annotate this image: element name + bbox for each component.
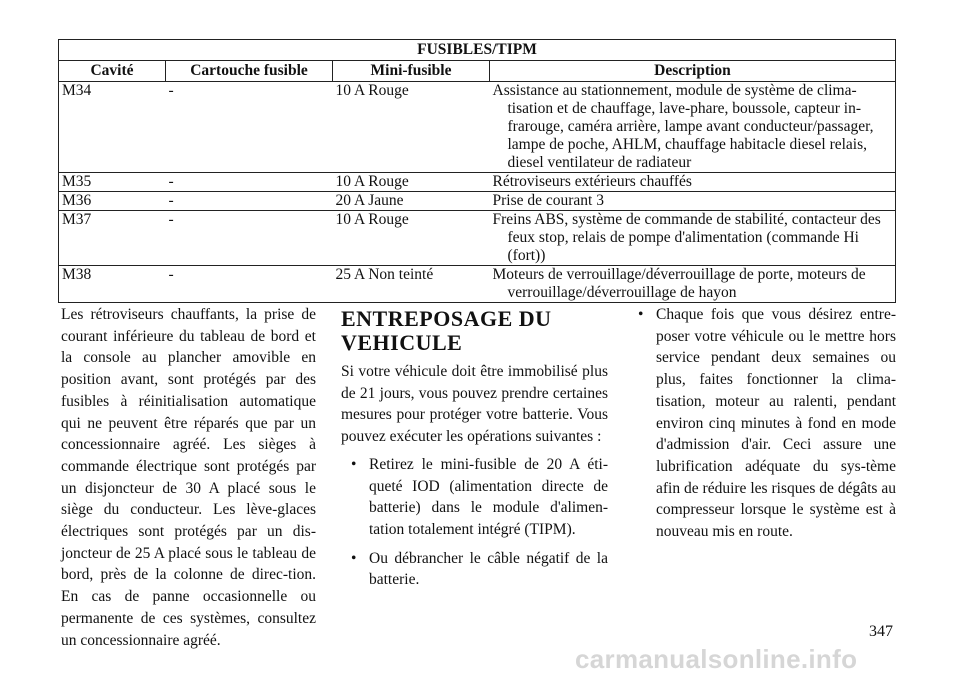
- table-row: [59, 192, 896, 211]
- left-paragraph: Les rétroviseurs chauffants, la prise de courant inférieure du tableau de bord et la console au plancher amovible en position avant, sont protégés par des fusibles à réinitialisation automatique qui ne peuvent être réparés que par un concessionnaire agréé. Les sièges à commande électrique sont protégés par un disjoncteur de 30 A placé sous le siège du conducteur. Les lève-glaces électriques sont protégés par un dis-joncteur de 25 A placé sous le tableau de bord, près de la colonne de direc-tion. En cas de panne occasionnelle ou permanente de ces systèmes, consultez un concessionnaire agréé.: [61, 306, 316, 649]
- cell-cartouche: -: [166, 82, 333, 173]
- header-mini-fusible: Mini-fusible: [333, 61, 490, 82]
- table-row: [59, 82, 896, 173]
- table-row: [59, 266, 896, 303]
- right-column: [628, 304, 896, 550]
- cell-mini-fusible: 25 A Non teinté: [333, 266, 490, 303]
- fuse-table: [58, 39, 896, 303]
- header-cartouche: Cartouche fusible: [166, 61, 333, 82]
- cell-description: Assistance au stationnement, module de système de clima-tisation et de chauffage, lave-phare, boussole, capteur in-frarouge, caméra arrière, lampe avant conducteur/passager, lampe de poche, AHLM, chauffage habitacle diesel relais, diesel ventilateur de radiateur: [490, 82, 896, 173]
- table-row: [59, 173, 896, 192]
- cell-cavite: M38: [59, 266, 166, 303]
- cell-mini-fusible: 10 A Rouge: [333, 173, 490, 192]
- cell-mini-fusible: 20 A Jaune: [333, 192, 490, 211]
- cell-cavite: M35: [59, 173, 166, 192]
- cell-description: Freins ABS, système de commande de stabilité, contacteur des feux stop, relais de pompe d'alimentation (commande Hi (fort)): [490, 211, 896, 266]
- bullet-icon: •: [638, 306, 644, 323]
- list-item-text: Retirez le mini-fusible de 20 A éti-queté IOD (alimentation directe de batterie) dans le module d'alimen-tation totalement intégré (TIPM).: [369, 455, 608, 538]
- bullet-icon: •: [351, 549, 357, 567]
- list-item: [341, 454, 608, 541]
- cell-cavite: M34: [59, 82, 166, 173]
- cell-cartouche: -: [166, 211, 333, 266]
- section-intro: Si votre véhicule doit être immobilisé plus de 21 jours, vous pouvez prendre certaines mesures pour protéger votre batterie. Vous pouvez exécuter les opérations suivantes :: [341, 363, 608, 446]
- table-title: FUSIBLES/TIPM: [59, 40, 896, 61]
- cell-description: Moteurs de verrouillage/déverrouillage de porte, moteurs de verrouillage/déverrouillage de hayon: [490, 266, 896, 303]
- cell-description: Rétroviseurs extérieurs chauffés: [490, 173, 896, 192]
- list-item-text: Ou débrancher le câble négatif de la batterie.: [369, 549, 608, 589]
- cell-cartouche: -: [166, 173, 333, 192]
- header-description: Description: [490, 61, 896, 82]
- cell-cavite: M36: [59, 192, 166, 211]
- left-column: [61, 304, 316, 651]
- list-item-text: Chaque fois que vous désirez entre-poser votre véhicule ou le mettre hors service pendant deux semaines ou plus, faites fonctionner la clima-tisation, moteur au ralenti, pendant environ cinq minutes à fond en mode d'admission d'air. Ceci assure une lubrification adéquate du sys-tème afin de réduire les risques de dégâts au compresseur lorsque le système est à nouveau mis en route.: [656, 306, 896, 541]
- section-heading: ENTREPOSAGE DU VEHICULE: [341, 306, 552, 355]
- header-cavite: Cavité: [59, 61, 166, 82]
- cell-mini-fusible: 10 A Rouge: [333, 82, 490, 173]
- table-row: [59, 211, 896, 266]
- bullet-icon: •: [351, 455, 357, 473]
- cell-mini-fusible: 10 A Rouge: [333, 211, 490, 266]
- cell-cartouche: -: [166, 266, 333, 303]
- watermark: carmanualsonline.info: [575, 644, 858, 674]
- storage-steps-list: [341, 454, 608, 591]
- list-item: [341, 548, 608, 591]
- cell-cartouche: -: [166, 192, 333, 211]
- middle-column: [341, 304, 608, 598]
- cell-description: Prise de courant 3: [490, 192, 896, 211]
- cell-cavite: M37: [59, 211, 166, 266]
- storage-steps-list-continued: [628, 304, 896, 543]
- page-number: 347: [869, 623, 893, 640]
- list-item: [628, 304, 896, 543]
